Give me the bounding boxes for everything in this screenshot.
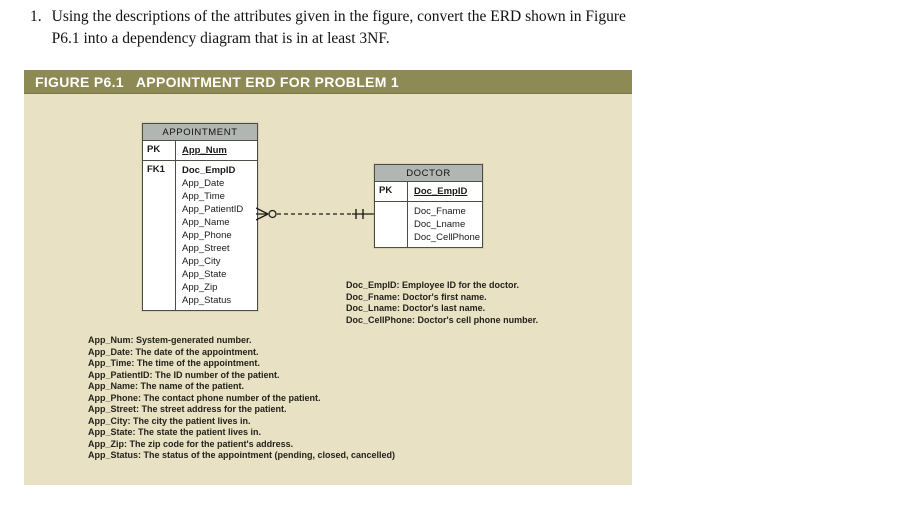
attribute: App_State	[182, 269, 227, 280]
description-line: App_PatientID: The ID number of the patient.	[88, 369, 280, 380]
attribute: App_Phone	[182, 230, 232, 241]
attribute: Doc_Lname	[414, 219, 466, 230]
appointment-fk-attribute: Doc_EmpID	[182, 165, 236, 176]
description-line: Doc_EmpID: Employee ID for the doctor.	[346, 280, 520, 290]
attribute: Doc_Fname	[414, 206, 466, 217]
figure-title: APPOINTMENT ERD FOR PROBLEM 1	[135, 73, 399, 90]
doctor-entity-name: DOCTOR	[375, 165, 482, 182]
figure-p6-1	[24, 70, 632, 485]
doctor-entity	[374, 164, 483, 248]
description-line: App_Time: The time of the appointment.	[88, 358, 260, 368]
attribute: App_Name	[182, 217, 230, 228]
appointment-pk-row	[143, 141, 257, 161]
attribute: App_PatientID	[182, 204, 244, 215]
pk-label: PK	[143, 141, 176, 160]
description-line: Doc_CellPhone: Doctor's cell phone number.	[346, 314, 539, 325]
attribute: App_Status	[182, 295, 232, 306]
doctor-body-row	[375, 202, 482, 247]
description-line: App_Name: The name of the patient.	[88, 381, 245, 391]
attribute: App_Date	[182, 178, 225, 189]
appointment-body-row	[143, 161, 257, 310]
appointment-attributes	[182, 177, 257, 307]
description-line: Doc_Lname: Doctor's last name.	[346, 303, 486, 313]
crows-foot-many-optional-icon	[256, 208, 276, 220]
attribute: App_Street	[182, 243, 230, 254]
attribute: Doc_CellPhone	[414, 232, 481, 243]
attribute: App_Time	[182, 191, 225, 202]
appointment-pk-attribute: App_Num	[182, 145, 227, 156]
problem-number: 1.	[30, 8, 42, 25]
description-line: App_Date: The date of the appointment.	[88, 346, 259, 357]
doctor-pk-attribute: Doc_EmpID	[414, 186, 468, 197]
figure-body	[24, 94, 632, 485]
pk-label: PK	[375, 182, 408, 201]
doctor-attributes	[408, 202, 482, 247]
fk-label: FK1	[143, 161, 176, 310]
appointment-entity	[142, 123, 258, 311]
description-line: App_Phone: The contact phone number of the patient.	[88, 392, 321, 403]
description-line: App_Status: The status of the appointment (pending, closed, cancelled)	[88, 450, 396, 460]
description-line: App_State: The state the patient lives in.	[88, 427, 262, 437]
description-line: App_Zip: The zip code for the patient's address.	[88, 438, 294, 449]
attribute: App_City	[182, 256, 221, 267]
doctor-pk-row	[375, 182, 482, 202]
empty-key-cell	[375, 202, 408, 247]
figure-header	[24, 70, 632, 94]
problem-text: Using the descriptions of the attributes given in the figure, convert the ERD shown in Figure P6.1 into a dependency diagram that is in at least 3NF.	[51, 8, 626, 47]
description-line: App_Num: System-generated number.	[88, 335, 252, 345]
problem-statement	[30, 6, 646, 49]
relationship-connector	[256, 206, 374, 222]
appointment-entity-name: APPOINTMENT	[143, 124, 257, 141]
doctor-attribute-descriptions	[346, 280, 538, 326]
description-line: Doc_Fname: Doctor's first name.	[346, 291, 487, 302]
appointment-attribute-descriptions	[88, 335, 395, 462]
attribute: App_Zip	[182, 282, 218, 293]
description-line: App_Street: The street address for the patient.	[88, 404, 287, 414]
description-line: App_City: The city the patient lives in.	[88, 415, 251, 426]
figure-label: FIGURE P6.1	[35, 73, 124, 90]
